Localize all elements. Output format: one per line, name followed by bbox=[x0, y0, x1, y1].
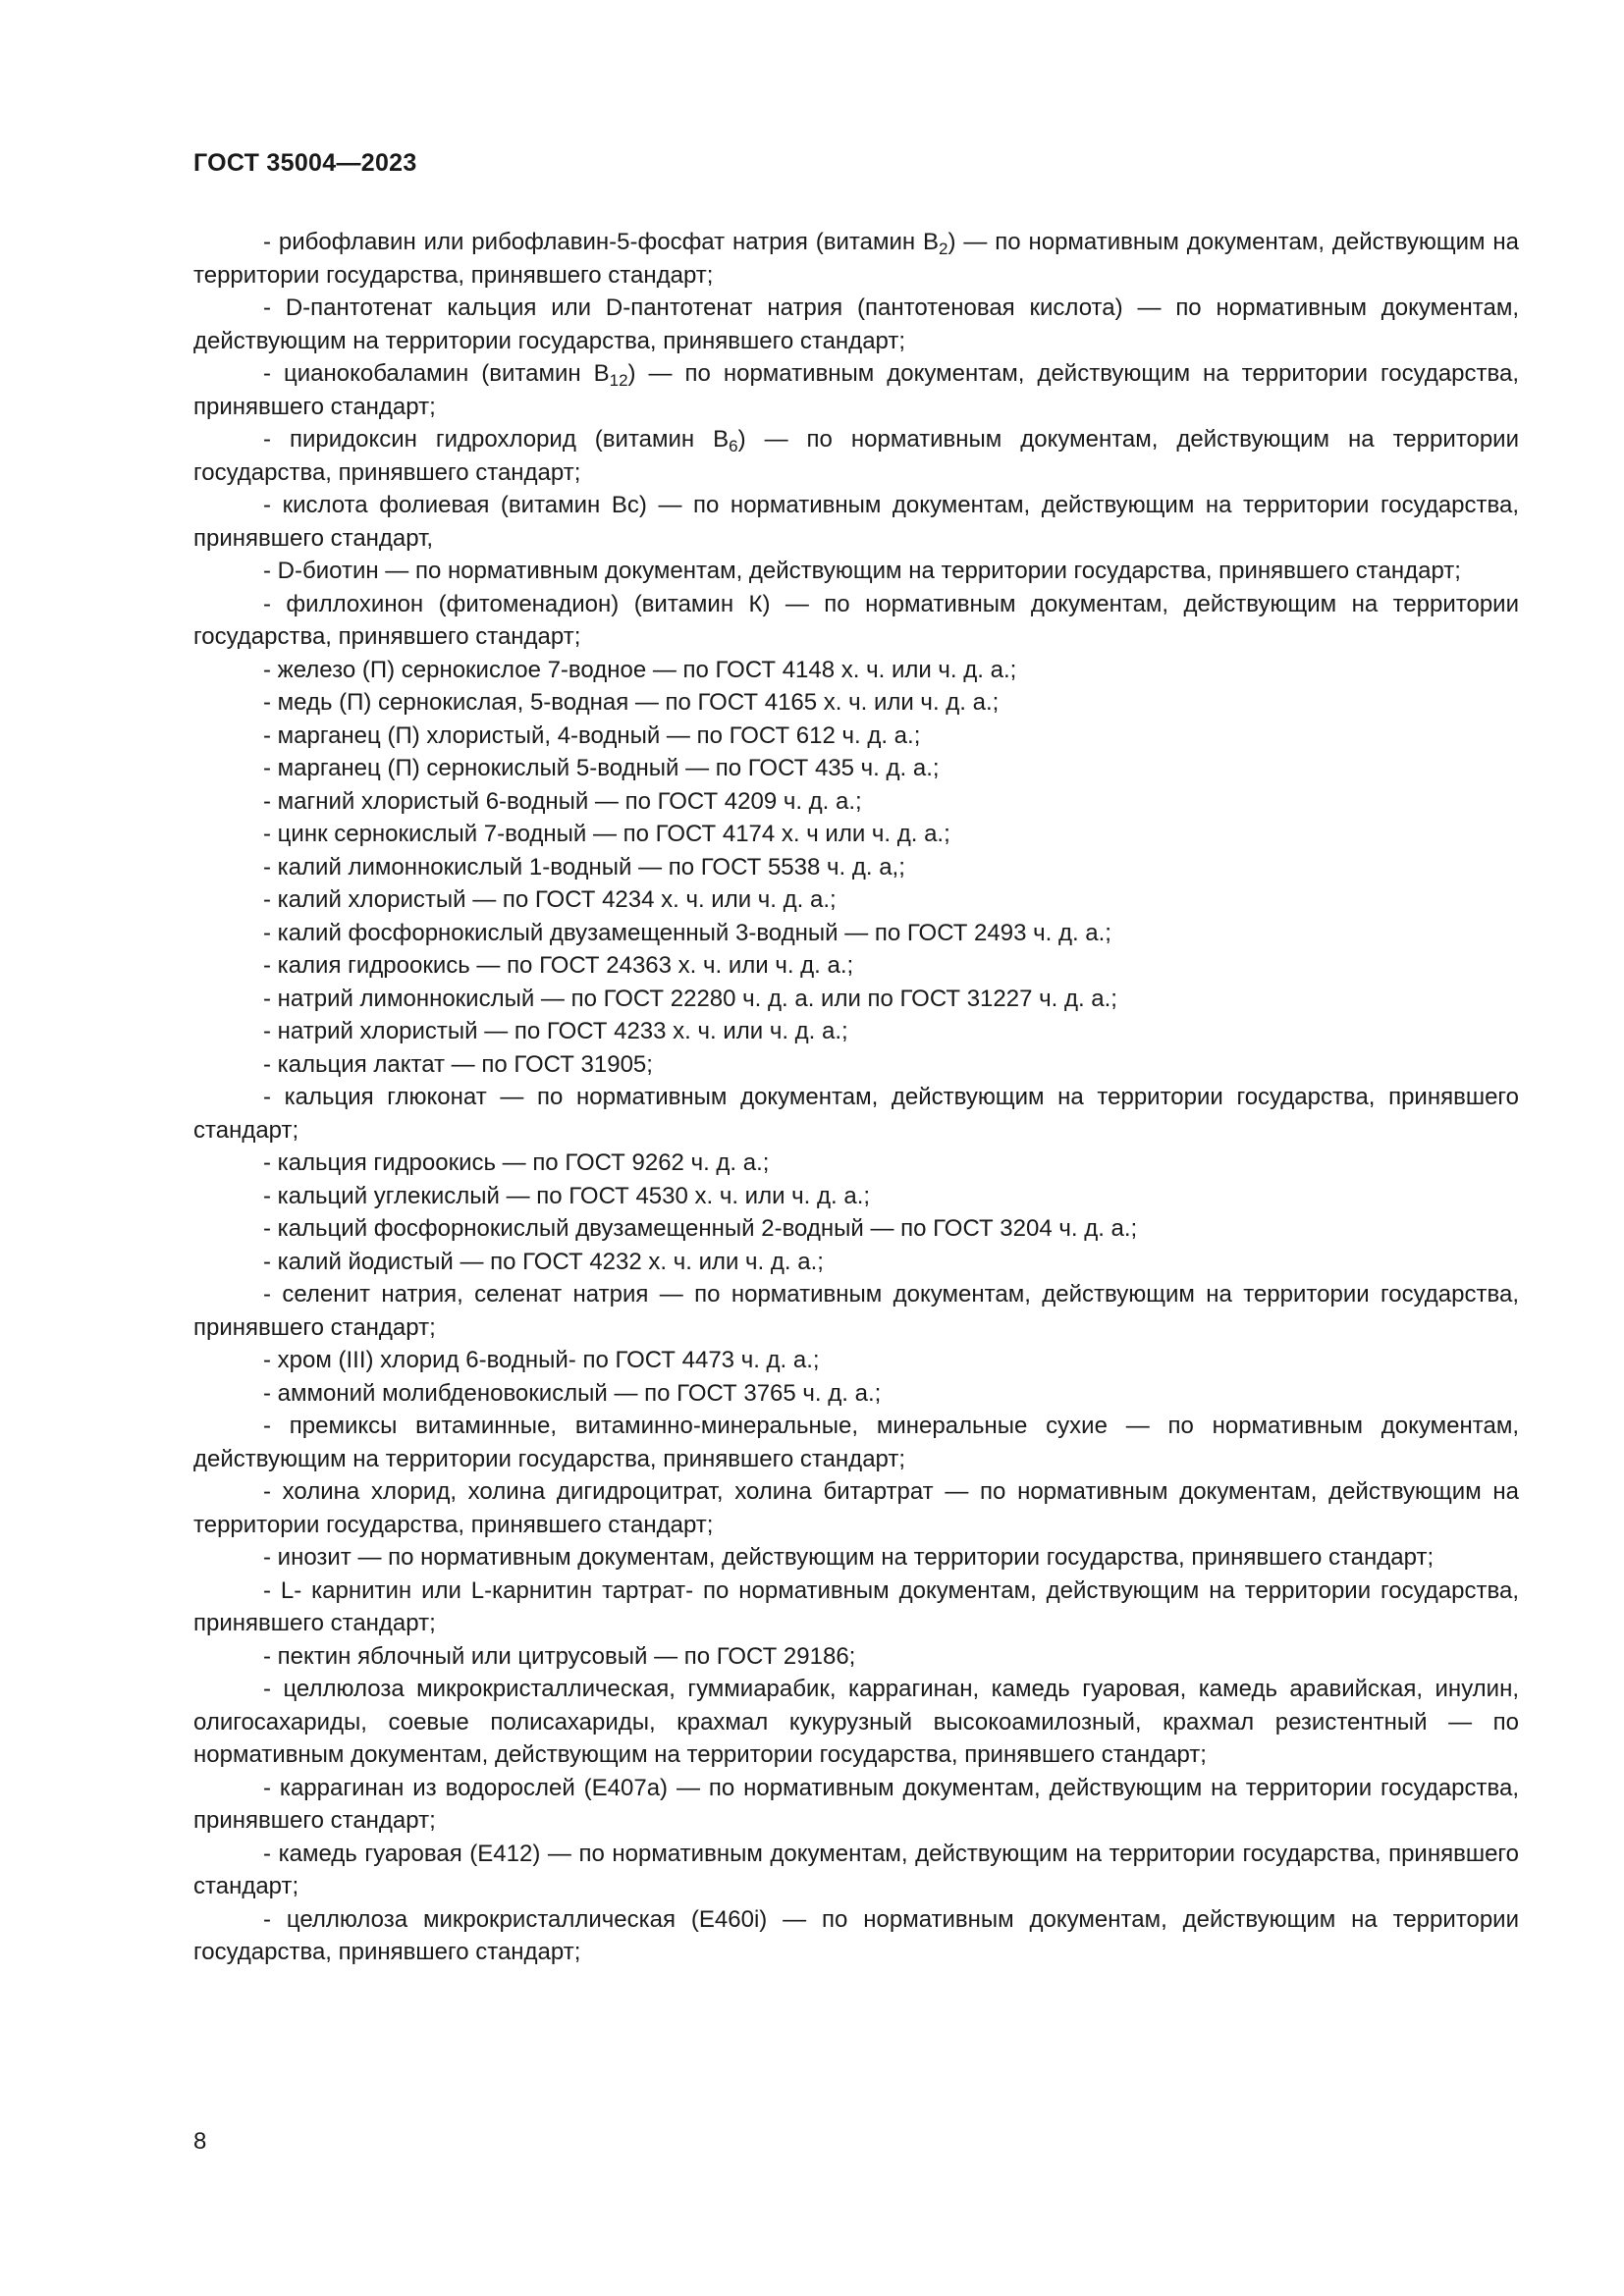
list-item-text: - пиридоксин гидрохлорид (витамин В bbox=[263, 426, 730, 453]
list-item-text: - кислота фолиевая (витамин Вс) — по нормативным документам, действующим на территории государства, принявшего стандарт, bbox=[193, 492, 1519, 552]
list-item bbox=[193, 1475, 1519, 1541]
list-item bbox=[193, 752, 1519, 785]
list-item-text: - калий йодистый — по ГОСТ 4232 х. ч. или ч. д. а.; bbox=[263, 1248, 824, 1275]
list-item bbox=[193, 1772, 1519, 1838]
list-item-text: - калий фосфорнокислый двузамещенный 3-водный — по ГОСТ 2493 ч. д. а.; bbox=[263, 919, 1111, 946]
list-item-text: - калий хлористый — по ГОСТ 4234 х. ч. или ч. д. а.; bbox=[263, 886, 837, 913]
list-item-text: - марганец (П) хлористый, 4-водный — по ГОСТ 612 ч. д. а.; bbox=[263, 721, 921, 749]
list-item-text: - натрий лимоннокислый — по ГОСТ 22280 ч. д. а. или по ГОСТ 31227 ч. д. а.; bbox=[263, 985, 1117, 1012]
list-item bbox=[193, 983, 1519, 1016]
list-item bbox=[193, 1377, 1519, 1411]
list-item bbox=[193, 1278, 1519, 1344]
list-item bbox=[193, 949, 1519, 983]
list-item-text: - кальций углекислый — по ГОСТ 4530 х. ч. или ч. д. а.; bbox=[263, 1182, 871, 1209]
list-item bbox=[193, 1410, 1519, 1475]
subscript: 2 bbox=[939, 240, 948, 258]
subscript: 6 bbox=[729, 437, 738, 455]
list-item bbox=[193, 1838, 1519, 1903]
list-item bbox=[193, 588, 1519, 654]
list-item bbox=[193, 1147, 1519, 1180]
list-item bbox=[193, 1081, 1519, 1147]
list-item-text: - медь (П) сернокислая, 5-водная — по ГОСТ 4165 х. ч. или ч. д. а.; bbox=[263, 689, 1000, 716]
list-item-text-continued: ) — по нормативным документам, действующим на территории государства, принявшего стандарт; bbox=[193, 426, 1519, 486]
document-body bbox=[193, 226, 1519, 1969]
list-item bbox=[193, 883, 1519, 917]
list-item-text-continued: ) — по нормативным документам, действующим на территории государства, принявшего стандарт; bbox=[193, 229, 1519, 289]
list-item-text: - аммоний молибденовокислый — по ГОСТ 3765 ч. д. а.; bbox=[263, 1379, 882, 1407]
list-item-text: - инозит — по нормативным документам, действующим на территории государства, принявшего стандарт; bbox=[263, 1544, 1435, 1571]
list-item-text: - цианокобаламин (витамин В bbox=[263, 360, 610, 387]
page-number: 8 bbox=[193, 2128, 207, 2155]
document-header: ГОСТ 35004—2023 bbox=[193, 149, 417, 177]
list-item bbox=[193, 489, 1519, 555]
list-item bbox=[193, 1180, 1519, 1213]
list-item-text: - магний хлористый 6-водный — по ГОСТ 4209 ч. д. а.; bbox=[263, 787, 862, 815]
list-item-text: - марганец (П) сернокислый 5-водный — по ГОСТ 435 ч. д. а.; bbox=[263, 755, 940, 781]
list-item bbox=[193, 1344, 1519, 1377]
list-item bbox=[193, 1640, 1519, 1674]
list-item-text: - натрий хлористый — по ГОСТ 4233 х. ч. или ч. д. а.; bbox=[263, 1018, 848, 1044]
list-item bbox=[193, 423, 1519, 489]
list-item bbox=[193, 1903, 1519, 1969]
list-item-text: - D-биотин — по нормативным документам, действующим на территории государства, принявшего стандарт; bbox=[263, 558, 1461, 584]
list-item-text: - кальция лактат — по ГОСТ 31905; bbox=[263, 1050, 653, 1078]
list-item-text: - кальций фосфорнокислый двузамещенный 2-водный — по ГОСТ 3204 ч. д. а.; bbox=[263, 1215, 1138, 1242]
list-item bbox=[193, 686, 1519, 720]
list-item bbox=[193, 720, 1519, 753]
list-item-text: - хром (III) хлорид 6-водный- по ГОСТ 4473 ч. д. а.; bbox=[263, 1347, 820, 1373]
list-item-text: - селенит натрия, селенат натрия — по нормативным документам, действующим на территории государства, принявшего стандарт; bbox=[193, 1281, 1519, 1341]
list-item-text: - каррагинан из водорослей (Е407а) — по нормативным документам, действующим на территории государства, принявшего стандарт; bbox=[193, 1774, 1519, 1834]
list-item bbox=[193, 357, 1519, 423]
list-item bbox=[193, 1246, 1519, 1279]
list-item-text-continued: ) — по нормативным документам, действующим на территории государства, принявшего стандарт; bbox=[193, 360, 1520, 420]
list-item bbox=[193, 1541, 1519, 1575]
list-item-text: - целлюлоза микрокристаллическая, гуммиарабик, каррагинан, камедь гуаровая, камедь аравийская, инулин, олигосахариды, соевые полисахариды, крахмал кукурузный высокоамилозный, крахмал резистентный — по нормативным документам, действующим на территории государства, принявшего стандарт; bbox=[193, 1676, 1519, 1768]
list-item-text: - камедь гуаровая (Е412) — по нормативным документам, действующим на территории государства, принявшего стандарт; bbox=[193, 1840, 1519, 1899]
list-item-text: - цинк сернокислый 7-водный — по ГОСТ 4174 х. ч или ч. д. а.; bbox=[263, 821, 950, 847]
list-item-text: - премиксы витаминные, витаминно-минеральные, минеральные сухие — по нормативным документам, действующим на территории государства, принявшего стандарт; bbox=[193, 1413, 1519, 1472]
list-item bbox=[193, 555, 1519, 588]
list-item bbox=[193, 917, 1519, 950]
list-item bbox=[193, 1015, 1519, 1048]
list-item bbox=[193, 851, 1519, 884]
list-item bbox=[193, 1673, 1519, 1772]
subscript: 12 bbox=[609, 371, 628, 390]
list-item bbox=[193, 785, 1519, 819]
list-item-text: - филлохинон (фитоменадион) (витамин К) — по нормативным документам, действующим на территории государства, принявшего стандарт; bbox=[193, 590, 1519, 650]
list-item-text: - D-пантотенат кальция или D-пантотенат натрия (пантотеновая кислота) — по нормативным документам, действующим на территории государства, принявшего стандарт; bbox=[193, 294, 1519, 354]
list-item-text: - рибофлавин или рибофлавин-5-фосфат натрия (витамин В bbox=[263, 229, 939, 255]
list-item bbox=[193, 818, 1519, 851]
list-item-text: - калия гидроокись — по ГОСТ 24363 х. ч. или ч. д. а.; bbox=[263, 952, 854, 979]
list-item-text: - кальция гидроокись — по ГОСТ 9262 ч. д. а.; bbox=[263, 1149, 770, 1176]
list-item-text: - калий лимоннокислый 1-водный — по ГОСТ 5538 ч. д. а,; bbox=[263, 853, 905, 881]
list-item-text: - кальция глюконат — по нормативным документам, действующим на территории государства, принявшего стандарт; bbox=[193, 1084, 1519, 1144]
list-item-text: - пектин яблочный или цитрусовый — по ГОСТ 29186; bbox=[263, 1642, 856, 1670]
list-item bbox=[193, 654, 1519, 687]
list-item bbox=[193, 292, 1519, 357]
list-item bbox=[193, 1048, 1519, 1082]
list-item-text: - холина хлорид, холина дигидроцитрат, холина битартрат — по нормативным документам, действующим на территории государства, принявшего стандарт; bbox=[193, 1478, 1519, 1538]
list-item-text: - железо (П) сернокислое 7-водное — по ГОСТ 4148 х. ч. или ч. д. а.; bbox=[263, 656, 1017, 683]
list-item bbox=[193, 1575, 1519, 1640]
list-item-text: - L- карнитин или L-карнитин тартрат- по нормативным документам, действующим на территории государства, принявшего стандарт; bbox=[193, 1576, 1519, 1636]
list-item-text: - целлюлоза микрокристаллическая (Е460i) — по нормативным документам, действующим на территории государства, принявшего стандарт; bbox=[193, 1905, 1519, 1965]
list-item bbox=[193, 1212, 1519, 1246]
list-item bbox=[193, 226, 1519, 292]
